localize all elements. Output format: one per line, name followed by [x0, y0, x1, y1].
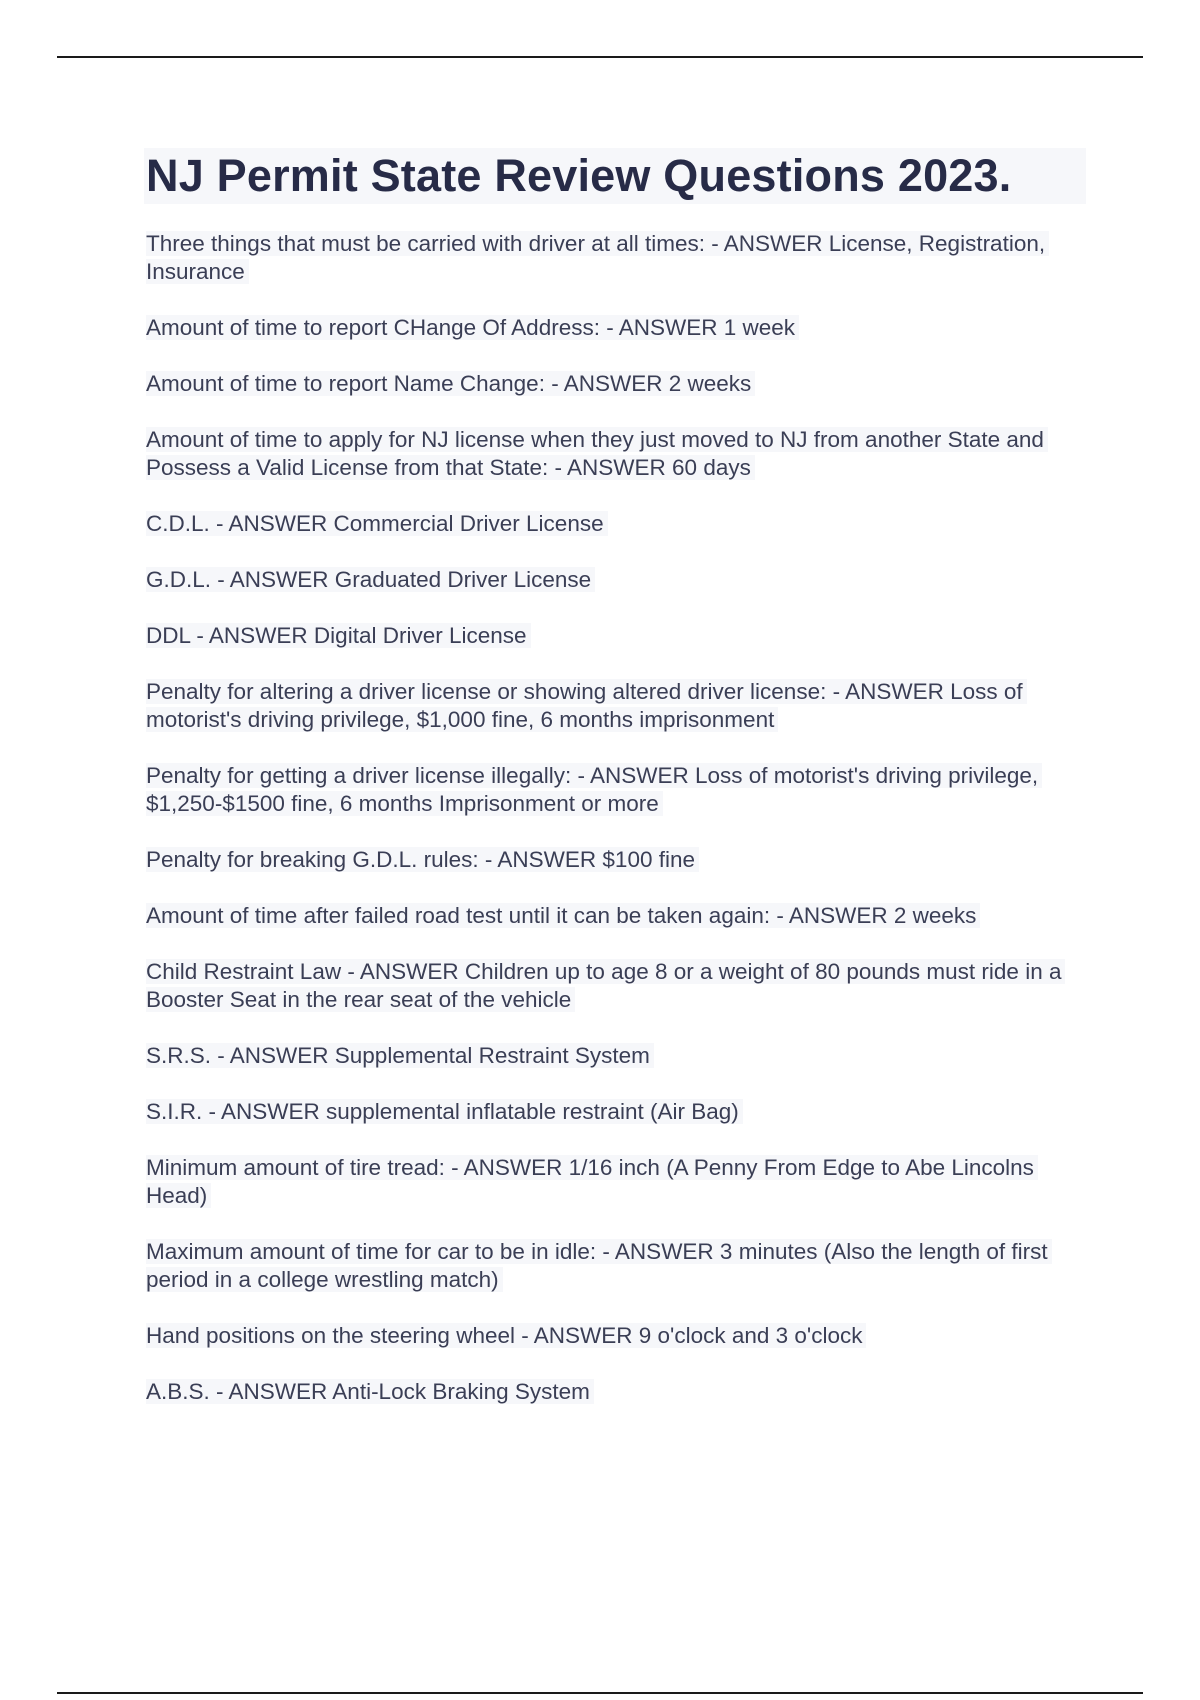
header-rule: [57, 56, 1143, 58]
qa-item: [146, 370, 1086, 398]
qa-item: [146, 1042, 1086, 1070]
qa-item: [146, 902, 1086, 930]
qa-text: Amount of time to report Name Change: - ANSWER 2 weeks: [146, 371, 755, 396]
qa-list: [146, 230, 1086, 1406]
footer-rule: [57, 1692, 1143, 1694]
document-body: [146, 148, 1086, 1434]
qa-text: Amount of time after failed road test until it can be taken again: - ANSWER 2 weeks: [146, 903, 980, 928]
qa-text: Amount of time to report CHange Of Address: - ANSWER 1 week: [146, 315, 799, 340]
qa-item: [146, 426, 1086, 482]
qa-text: Child Restraint Law - ANSWER Children up to age 8 or a weight of 80 pounds must ride in a Booster Seat in the rear seat of the vehicle: [146, 959, 1065, 1012]
qa-item: [146, 958, 1086, 1014]
qa-text: Minimum amount of tire tread: - ANSWER 1/16 inch (A Penny From Edge to Abe Lincolns Head): [146, 1155, 1038, 1208]
qa-item: [146, 230, 1086, 286]
qa-text: S.R.S. - ANSWER Supplemental Restraint System: [146, 1043, 654, 1068]
qa-item: [146, 566, 1086, 594]
qa-item: [146, 1098, 1086, 1126]
qa-text: Amount of time to apply for NJ license when they just moved to NJ from another State and Possess a Valid License from that State: - ANSWER 60 days: [146, 427, 1048, 480]
title-block: [144, 148, 1086, 204]
qa-text: Penalty for getting a driver license illegally: - ANSWER Loss of motorist's driving privilege, $1,250-$1500 fine, 6 months Imprisonment or more: [146, 763, 1042, 816]
qa-item: [146, 762, 1086, 818]
qa-text: Penalty for breaking G.D.L. rules: - ANSWER $100 fine: [146, 847, 699, 872]
qa-text: G.D.L. - ANSWER Graduated Driver License: [146, 567, 595, 592]
qa-item: [146, 510, 1086, 538]
qa-text: S.I.R. - ANSWER supplemental inflatable restraint (Air Bag): [146, 1099, 743, 1124]
qa-item: [146, 622, 1086, 650]
qa-text: Three things that must be carried with driver at all times: - ANSWER License, Registration, Insurance: [146, 231, 1049, 284]
qa-item: [146, 846, 1086, 874]
qa-item: [146, 1322, 1086, 1350]
qa-text: C.D.L. - ANSWER Commercial Driver License: [146, 511, 608, 536]
page-title: NJ Permit State Review Questions 2023.: [146, 150, 1012, 201]
qa-item: [146, 314, 1086, 342]
qa-item: [146, 678, 1086, 734]
qa-text: DDL - ANSWER Digital Driver License: [146, 623, 531, 648]
qa-text: Hand positions on the steering wheel - ANSWER 9 o'clock and 3 o'clock: [146, 1323, 866, 1348]
qa-item: [146, 1378, 1086, 1406]
qa-text: Penalty for altering a driver license or showing altered driver license: - ANSWER Loss of motorist's driving privilege, $1,000 fine, 6 months imprisonment: [146, 679, 1027, 732]
qa-text: Maximum amount of time for car to be in idle: - ANSWER 3 minutes (Also the length of first period in a college wrestling match): [146, 1239, 1052, 1292]
qa-text: A.B.S. - ANSWER Anti-Lock Braking System: [146, 1379, 594, 1404]
qa-item: [146, 1238, 1086, 1294]
qa-item: [146, 1154, 1086, 1210]
